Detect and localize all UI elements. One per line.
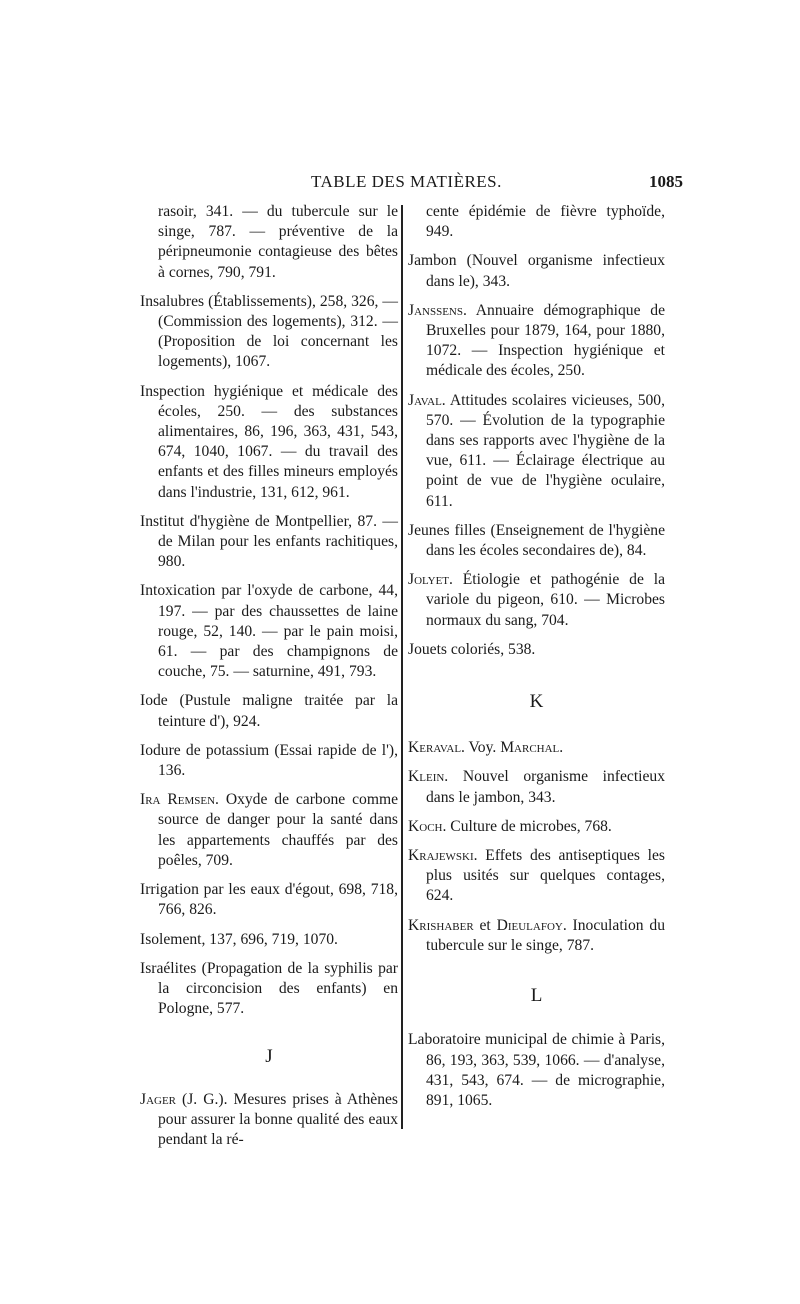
author-name: Javal. [408,391,446,409]
entry-text: Effets des antiseptiques les plus usités sur quelques contages, 624. [426,847,665,905]
index-entry-intoxication: Intoxication par l'oxyde de carbone, 44, 197. — par des chaussettes de laine rouge, 52, 140. — par le pain moisi, 61. — par des champignons de couche, 75. — saturnine, 491, 793. [140,582,398,681]
index-entry-jolyet [408,570,665,631]
author-name: Dieulafoy. [496,916,567,934]
author-name: Koch. [408,817,447,835]
author-name: Jolyet. [408,571,453,589]
entry-text: Attitudes scolaires vicieuses, 500, 570. — Évolution de la typographie dans ses rapports avec l'hygiène de la vue, 611. — Éclairage électrique au point de vue de l'hygiène oculaire, 611. [426,391,665,510]
entry-text: Inoculation du tubercule sur le singe, 787. [426,916,665,954]
entry-text: Annuaire démographique de Bruxelles pour 1879, 164, pour 1880, 1072. — Inspection hygiénique et médicale des écoles, 250. [426,301,665,380]
author-name: Krajewski. [408,847,478,865]
author-name: Jager [140,1090,177,1108]
index-entry-janssens [408,301,665,382]
index-entry-keraval [408,738,665,758]
index-entry-klein [408,767,665,807]
entry-text: Étiologie et pathogénie de la variole du pigeon, 610. — Microbes normaux du sang, 704. [426,571,665,629]
author-name: Keraval. [408,739,465,757]
index-entry-laboratoire: Laboratoire municipal de chimie à Paris, 86, 193, 363, 539, 1066. — d'analyse, 431, 543, 674. — de micrographie, 891, 1065. [408,1031,665,1109]
section-letter-l: L [530,985,543,1007]
author-name: Ira Remsen. [140,791,219,809]
index-entry-irrigation: Irrigation par les eaux d'égout, 698, 718, 766, 826. [140,881,398,919]
cross-reference: Marchal. [500,739,564,757]
author-name: Janssens. [408,301,467,319]
entry-text: Oxyde de carbone comme source de danger pour la santé dans les appartements chauffés par des poêles, 709. [158,791,398,869]
section-letter-j: J [265,1046,273,1068]
index-entry-jager [140,1090,398,1151]
index-entry-continued: cente épidémie de fièvre typhoïde, 949. [426,203,665,241]
index-entry-ira-remsen [140,790,398,871]
index-entry-iode: Iode (Pustule maligne traitée par la teinture d'), 924. [140,692,398,730]
index-entry-continued: rasoir, 341. — du tubercule sur le singe, 787. — préventive de la péripneumonie contagieuse des bêtes à cornes, 790, 791. [158,203,398,281]
index-entry-krajewski [408,846,665,907]
index-entry-isolement: Isolement, 137, 696, 719, 1070. [140,930,338,948]
entry-text: Voy. [464,739,501,757]
entry-text: et [473,916,497,934]
running-header [143,172,683,196]
page-number: 1085 [649,172,683,191]
index-entry-jouets: Jouets coloriés, 538. [408,640,536,658]
entry-text: Nouvel organisme infectieux dans le jambon, 343. [426,768,665,806]
index-entry-krishaber [408,916,665,956]
index-entry-koch [408,817,665,837]
index-entry-jeunes-filles: Jeunes filles (Enseignement de l'hygiène dans les écoles secondaires de), 84. [408,521,665,560]
index-entry-institut: Institut d'hygiène de Montpellier, 87. — de Milan pour les enfants rachitiques, 980. [140,512,398,571]
section-letter-k: K [529,691,544,713]
right-column [408,202,665,1120]
author-name: Klein. [408,768,449,786]
index-entry-insalubres: Insalubres (Établissements), 258, 326, — (Commission des logements), 312. — (Proposition de loi concernant les logements), 1067. [140,292,398,371]
author-name: Krishaber [408,916,474,934]
index-entry-jambon: Jambon (Nouvel organisme infectieux dans le), 343. [408,252,665,290]
index-entry-inspection: Inspection hygiénique et médicale des écoles, 250. — des substances alimentaires, 86, 196, 363, 431, 543, 674, 1040, 1067. — du travail des enfants et des filles mineurs employés dans l'industrie, 131, 612, 961. [140,382,398,501]
index-entry-israelites: Israélites (Propagation de la syphilis par la circoncision des enfants) en Pologne, 577. [140,959,398,1018]
page-header-title: TABLE DES MATIÈRES. [311,172,502,191]
index-entry-javal [408,391,665,512]
entry-text: Culture de microbes, 768. [446,817,612,835]
entry-text: (J. G.). Mesures prises à Athènes pour assurer la bonne qualité des eaux pendant la ré- [158,1090,398,1148]
left-column [140,202,398,1159]
column-divider [401,205,403,1129]
index-entry-iodure: Iodure de potassium (Essai rapide de l'), 136. [140,741,398,780]
